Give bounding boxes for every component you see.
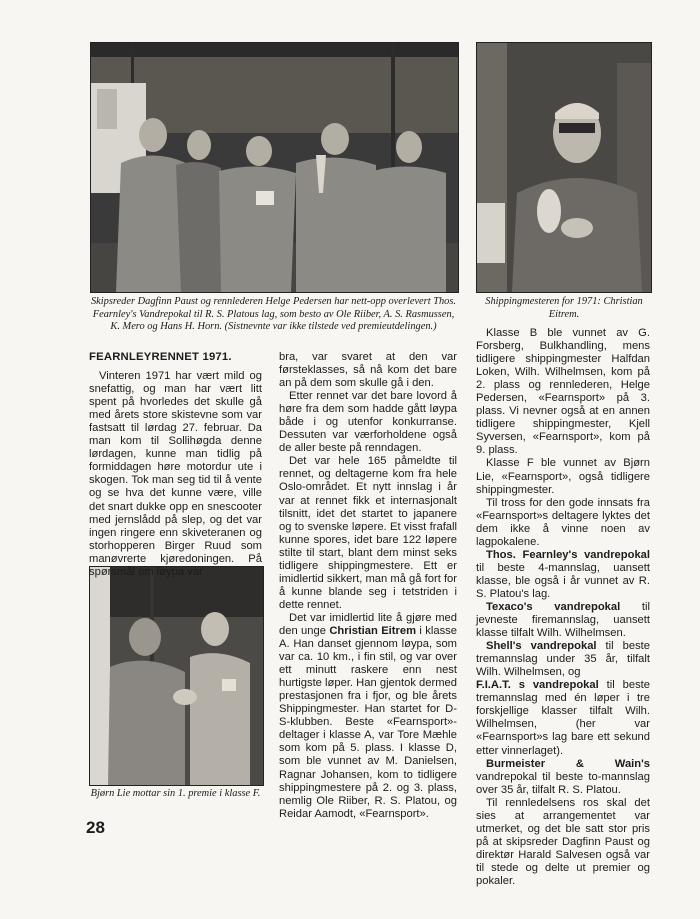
article-paragraph: Thos. Fearnley's vandrepokal til beste 4-mannslag, uansett klasse, ble også i år vunnet av R. S. Platou's lag. — [476, 548, 650, 600]
article-paragraph: Shell's vandrepokal til beste tremannslag under 35 år, tilfalt Wilh. Wilhelmsen, og — [476, 640, 650, 679]
photo-caption-bjorn-lie: Bjørn Lie mottar sin 1. premie i klasse F. — [90, 788, 261, 799]
article-paragraph: Etter rennet var det bare lovord å høre fra dem som hadde gått løypa både i og utenfor konkurranse. Dessuten var værforholdene også de aller beste på renndagen. — [279, 390, 457, 455]
photo-caption-champion: Shippingmesteren for 1971: Christian Eitrem. — [485, 296, 643, 320]
trophy-name: Thos. Fearnley's vandrepokal — [486, 548, 650, 561]
trophy-name: F.I.A.T. s vandrepokal — [476, 679, 599, 692]
trophy-name: Burmeister & Wain's — [486, 757, 650, 770]
article-paragraph: bra, var svaret at den var førsteklasses, så nå kom det bare an på dem som skulle gå i den. — [279, 351, 457, 390]
article-column-3 — [476, 327, 650, 888]
article-column-1 — [89, 351, 262, 579]
article-column-2 — [279, 351, 457, 821]
trophy-name: Texaco's vandrepokal — [486, 600, 621, 613]
article-paragraph: F.I.A.T. s vandrepokal til beste tremannslag med én løper i tre forskjellige klasser tilfalt Wilh. Wilhelmsen, (her var «Fearnsport»s lag bare ett sekund etter vinnerlaget). — [476, 679, 650, 757]
article-paragraph: Klasse B ble vunnet av G. Forsberg, Bulkhandling, mens tidligere shippingmester Halfdan Loken, Wilh. Wilhelmsen, kom på 2. plass og rennlederen, Helge Pedersen, «Fearnsport» på 3. plass. Vi nevner også at en annen tidligere shippingmester, Kjell Syversen, «Fearnsport», kom på 9. plass. — [476, 327, 650, 457]
page-number: 28 — [86, 818, 105, 837]
article-paragraph: Det var imidlertid lite å gjøre med den unge Christian Eitrem i klasse A. Han danset gjennom løypa, som var ca. 10 km., i fin stil, og var over ett minutt raskere enn nest hurtigste løper. Han gjentok dermed prestasjonen fra i fjor, og ble årets Shippingmester. Han startet for D-S-klubben. Beste «Fearnsport»-deltager i klasse A, var Tore Mæhle som kom på 5. plass. I klasse D, som ble vunnet av M. Danielsen, Ragnar Johansen, kom to tidligere shippingmestere på 2. og 3. plass, nemlig Ole Riiber, R. S. Platou, og Reidar Aamodt, «Fearnsport». — [279, 611, 457, 820]
article-paragraph: Klasse F ble vunnet av Bjørn Lie, «Fearnsport», også tidligere shippingmester. — [476, 457, 650, 496]
article-paragraph: Det var hele 165 påmeldte til rennet, og deltagerne kom fra hele Oslo-området. Et nytt innslag i år var at rennet fikk et internasjonalt tilsnitt, idet det startet to japanere og to svenske løpere. Et visst frafall kunne spores, idet bare 122 løpere stilte til start, blant dem minst seks tidligere shippingmestere. Ett er imidlertid sikkert, man må gå fort for å kunne blande seg i tetstriden i dette rennet. — [279, 455, 457, 611]
photo-caption-prize-ceremony: Skipsreder Dagfinn Paust og rennlederen Helge Pedersen har nett-opp overlevert Thos. Fearnley's Vandrepokal til R. S. Platous lag, som besto av Ole Riiber, A. S. Rasmussen, K. Mero og Hans H. Horn. (Sistnevnte var ikke tilstede ved premieutdelingen.) — [90, 296, 457, 332]
article-paragraph: Til rennledelsens ros skal det sies at arrangementet var utmerket, og det ble satt stor pris på at skipsreder Dagfinn Paust og direktør Harald Salvesen også var til stede og delte ut premier og pokaler. — [476, 796, 650, 887]
article-paragraph: Til tross for den gode innsats fra «Fearnsport»s deltagere lyktes det dem ikke å vinne noen av lagpokalene. — [476, 496, 650, 548]
photo-champion-eitrem — [476, 42, 652, 293]
article-paragraph: Burmeister & Wain's vandrepokal til beste to-mannslag over 35 år, tilfalt R. S. Platou. — [476, 757, 650, 796]
article-paragraph: Vinteren 1971 har vært mild og snefattig, og man har vært litt spent på hvorledes det skulle gå med årets store skistevne som var fastsatt til lørdag 27. februar. Da man kom til Sollihøgda denne lørdagen, kunne man tidlig på formiddagen høre motordur ute i skogen. Tok man seg tid til å vente og se hva det kunne være, ville det snart dukke opp en snescooter med jernslådd på slep, og det var ingen ringere enn skiveteranen og storhopperen Birger Ruud som manøvrerte kjøredoningen. På spørsmål om løypa var — [89, 370, 262, 578]
photo-bjorn-lie-prize — [89, 566, 264, 786]
photo-prize-ceremony — [90, 42, 459, 293]
article-heading: FEARNLEYRENNET 1971. — [89, 351, 232, 363]
article-paragraph: Texaco's vandrepokal til jevneste firemannslag, uansett klasse tilfalt Wilh. Wilhelmsen. — [476, 600, 650, 640]
trophy-name: Shell's vandrepokal — [486, 640, 597, 653]
champion-name: Christian Eitrem — [329, 624, 417, 637]
